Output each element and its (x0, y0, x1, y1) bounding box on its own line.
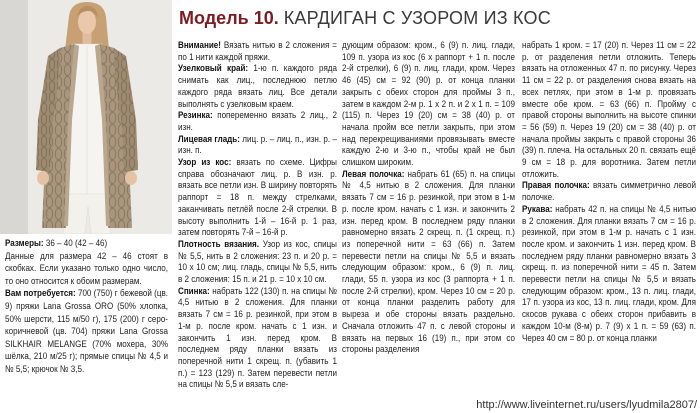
model-number: Модель 10. (179, 8, 279, 28)
para-label: Плотность вязания. (178, 238, 259, 250)
materials-label: Вам потребуется: (5, 288, 76, 300)
source-watermark: http://www.liveinternet.ru/users/lyudmila2807/ (476, 399, 697, 411)
para-text: набрать 42 п. на спицы № 4,5 нитью в 2 сложения. Для планки вязать 7 см = 16 р. резинкой, при этом в 1-м р. начать с 1 изн. после кром. и закончить 1 изн. перед кром. В последнем ряду планки равномерно вязать 3 скрещ. п. из поперечной нити = 45 п. Затем перевести петли на спицы № 5,5 и вязать следующим образом: кром., 13 п. лиц. глади, 17 п. узора из кос, 13 п. лиц. глади, кром. Для скосов рукава с обеих сторон прибавить в каждом 10-м (8-м) р. 7 (9) х 1 п. = 59 (63) п. Через 40 см = 80 р. от конца планки (522, 203, 696, 344)
model-photo (0, 0, 172, 234)
para-label: Правая полочка: (522, 180, 590, 192)
paragraph-left-front-continued: набрать 1 кром. = 17 (20) п. Через 11 см = 22 р. от разделения петли отложить. Теперь вязать на отложенных 47 п. по рисунку. Через 11 см = 22 р. от разделения снова вязать на всех петлях, при этом в 1-м р. провязать вместе обе кром. = 63 (66) п. Пройму с правой стороны выполнить на высоте спинки = 56 (59) п. Через 19 (20) см = 38 (40) р. от начала проймы закрыть с правой стороны 36 (39) п. плеча. На остальных 20 п. связать ещё 9 см = 18 р. для воротника. Затем петли отложить. (522, 40, 696, 180)
text-column-1 (178, 40, 337, 411)
paragraph-selvage (178, 63, 337, 110)
materials-text: 700 (750) г бежевой (цв. 9) пряжи Lana Grossa ORO (50% хлопка, 50% шерсти, 115 м/50 г), 175 (200) г серо-коричневой (цв. 704) пряжи Lana Grossa SILKHAIR MELANGE (70% мохера, 30% шёлка, 210 м/25 г); прямые спицы № 4,5 и № 5,5; крючок № 3,5. (5, 288, 168, 375)
model-photo-svg (0, 0, 172, 234)
para-text: набрать 122 (130) п. на спицы № 4,5 нитью в 2 сложения. Для планки вязать 7 см = 16 р. резинкой, при этом в 1-м р. после кром. начать с 1 изн. и закончить 1 изн. перед кром. В последнем ряду планки вязать из поперечной нити 1 скрещ. п. (убавить 1 п.) = 123 (129) п. Затем перевести петли на спицы № 5,5 и вязать сле- (178, 285, 337, 391)
model-face (78, 10, 96, 34)
text-column-3 (522, 40, 696, 411)
paragraph-stockinette (178, 134, 337, 157)
materials-paragraph (5, 288, 168, 376)
sizes-label: Размеры: (5, 238, 44, 249)
para-text: Узор из кос, спицы № 5,5, нить в 2 сложения: 23 п. и 20 р. = 10 х 10 см; лиц. гладь, спицы № 5,5, нить в 2 сложения: 15 п. и 21 р. = 10 х 10 см. (178, 238, 337, 286)
right-hand (125, 171, 137, 185)
para-text: попеременно вязать 2 лиц., 2 изн. (178, 110, 337, 133)
paragraph-back-continued: дующим образом: кром., 6 (9) п. лиц. глади, 109 п. узора из кос (6 х раппорт + 1 п. после 2-й стрелки), 6 (9) п. лиц. глади, кром. Через 46 (45) см = 92 (90) р. от конца планки закрыть с обеих сторон для проймы 3 п., затем в каждом 2-м р. 1 х 2 п. и 2 х 1 п. = 109 (115) п. Через 19 (20) см = 38 (40) р. от начала пройм все петли закрыть, при этом над перекрещиваниями провязывать вместе каждую 2-ю и 3-ю п., чтобы край не был слишком широким. (342, 40, 515, 169)
paragraph-left-front (342, 169, 515, 356)
model-name: КАРДИГАН С УЗОРОМ ИЗ КОС (283, 8, 551, 28)
sizes-paragraph (5, 238, 168, 251)
paragraph-attention (178, 40, 337, 63)
wall-panel (0, 0, 28, 234)
para-text: набрать 61 (65) п. на спицы № 4,5 нитью в 2 сложения. Для планки вязать 7 см = 16 р. резинкой, при этом в 1-м р. после кром. начать с 1 изн. и закончить 2 изн. перед кром. В последнем ряду планки равномерно вязать 2 скрещ. п. (1 скрещ. п.) из поперечной нити = 63 (66) п. Затем перевести петли на спицы № 5,5 и вязать следующим образом: кром., 6 (9) п. лиц. глади, 55 п. узора из кос (3 раппорта + 1 п. после 2-й стрелки), кром. Через 10 см = 20 р. от конца планки разделить работу для выреза и обе стороны вязать раздельно. Сначала отложить 47 п. с левой стороны и вязать на первых 16 (19) п., при этом со стороны разделения (342, 168, 515, 356)
para-label: Узор из кос: (178, 157, 232, 169)
paragraph-sleeves (522, 204, 696, 344)
para-label: Внимание! (178, 40, 221, 51)
para-label: Лицевая гладь: (178, 133, 240, 145)
para-label: Резинка: (178, 110, 213, 122)
sidebar-text (5, 238, 168, 377)
column-1-text (178, 40, 337, 391)
sizes-value: 36 – 40 (42 – 46) (45, 238, 108, 249)
para-label: Левая полочка: (342, 168, 405, 180)
paragraph-back (178, 286, 337, 391)
para-label: Рукава: (522, 203, 553, 215)
para-label: Спинка: (178, 285, 210, 297)
paragraph-cable-pattern (178, 157, 337, 239)
left-hand (37, 171, 49, 185)
paragraph-ribbing (178, 110, 337, 133)
para-text: вязать по схеме. Цифры справа обозначают лиц. р. В изн. р. вязать все петли изн. В ширину повторять раппорт = 18 п. между стрелками, заканчивать петлёй после 2-й стрелки. В высоту выполнить 1-й – 16-й р. 1 раз, затем повторять 7-й – 16-й р. (178, 157, 337, 239)
text-column-2 (342, 40, 515, 411)
paragraph-right-front (522, 180, 696, 203)
sizes-note: Данные для размера 42 – 46 стоят в скобках. Если указано только одно число, то оно относится к обоим размерам. (5, 250, 168, 287)
para-text: лиц. р. – лиц. п., изн. р. – изн. п. (178, 133, 337, 157)
para-label: Узелковый край: (178, 63, 249, 75)
page-title (179, 7, 551, 29)
para-text: 1-ю п. каждого ряда снимать как лиц., последнюю петлю каждого ряда вязать лиц. Все детали выполнять с узелковым краем. (178, 63, 337, 110)
column-3-text (522, 40, 696, 344)
paragraph-gauge (178, 239, 337, 286)
column-2-text (342, 40, 515, 356)
para-text: Вязать нитью в 2 сложения = по 1 нити каждой пряжи. (178, 40, 337, 63)
para-text: вязать симметрично левой полочке. (522, 180, 696, 204)
sizes-materials-block (5, 238, 168, 412)
